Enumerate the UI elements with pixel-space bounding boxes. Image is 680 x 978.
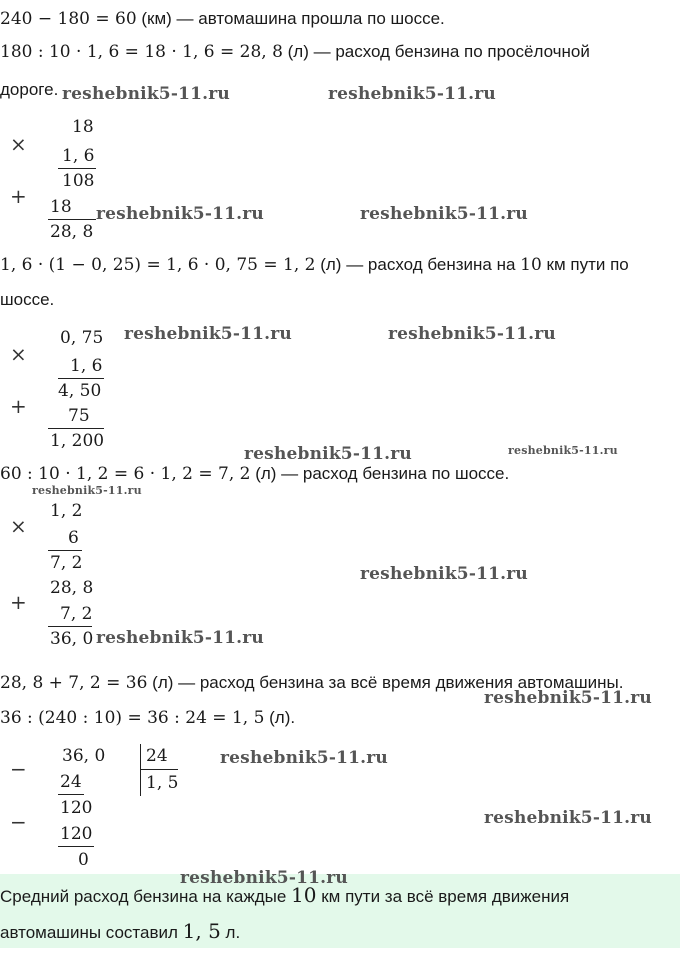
- answer-text-2: км пути за всё время движения: [316, 887, 570, 906]
- line-6: [0, 463, 509, 485]
- division-quotient-rule: [140, 769, 178, 770]
- watermark: reshebnik5-11.ru: [62, 84, 230, 104]
- calc3-times-sign: ×: [10, 514, 27, 538]
- watermark: reshebnik5-11.ru: [96, 628, 264, 648]
- division-minus-sign-2: −: [10, 810, 27, 834]
- watermark: reshebnik5-11.ru: [360, 204, 528, 224]
- line-4-text: (л) — расход бензина на: [315, 255, 521, 274]
- answer-text-1: Средний расход бензина на каждые: [0, 887, 292, 906]
- answer-line-2: [0, 920, 240, 944]
- calc3-rule-2: [48, 626, 92, 627]
- line-5-text: шоссе.: [0, 290, 55, 309]
- line-1-math: 240 − 180 = 60: [0, 9, 137, 29]
- watermark: reshebnik5-11.ru: [180, 868, 348, 888]
- calc3-addend-b: 7, 2: [60, 604, 93, 624]
- division-rule-1: [58, 794, 84, 795]
- watermark: reshebnik5-11.ru: [124, 324, 292, 344]
- line-4-math-2: 10: [520, 255, 542, 275]
- division-remainder-2: 0: [78, 850, 89, 870]
- line-6-text: (л) — расход бензина по шоссе.: [250, 464, 510, 483]
- calc2-factor-a: 0, 75: [60, 328, 104, 348]
- watermark: reshebnik5-11.ru: [508, 444, 618, 457]
- calc2-times-sign: ×: [10, 342, 27, 366]
- line-2-math: 180 : 10 · 1, 6 = 18 · 1, 6 = 28, 8: [0, 42, 283, 62]
- division-divisor: 24: [146, 746, 168, 766]
- line-3: [0, 79, 58, 101]
- calc3-factor-a: 1, 2: [50, 501, 83, 521]
- calc3-result: 36, 0: [50, 629, 94, 649]
- division-remainder-1: 120: [60, 798, 93, 818]
- watermark: reshebnik5-11.ru: [484, 688, 652, 708]
- line-1-text: (км) — автомашина прошла по шоссе.: [136, 9, 445, 28]
- calc3-factor-b: 6: [68, 528, 79, 548]
- division-dividend: 36, 0: [62, 746, 106, 766]
- calc1-plus-sign: +: [10, 184, 27, 208]
- line-3-text: дороге.: [0, 80, 59, 99]
- calc2-partial-1: 4, 50: [58, 381, 102, 401]
- calc2-result: 1, 200: [50, 431, 105, 451]
- calc2-rule-2: [48, 428, 104, 429]
- division-vertical-bar: [140, 744, 141, 796]
- watermark: reshebnik5-11.ru: [328, 84, 496, 104]
- calc1-factor-a: 18: [72, 117, 94, 137]
- calc1-result: 28, 8: [50, 222, 94, 242]
- line-1: [0, 8, 445, 30]
- calc1-rule-2: [48, 219, 96, 220]
- answer-text-3: автомашины составил: [0, 923, 183, 942]
- calc1-rule-1: [58, 168, 96, 169]
- line-8: [0, 707, 295, 729]
- calc1-times-sign: ×: [10, 132, 27, 156]
- line-5: [0, 289, 54, 311]
- answer-number: 10: [291, 883, 317, 907]
- division-quotient: 1, 5: [146, 773, 179, 793]
- calc1-partial-2: 18: [50, 197, 72, 217]
- calc3-product: 7, 2: [50, 553, 83, 573]
- watermark: reshebnik5-11.ru: [360, 564, 528, 584]
- watermark: reshebnik5-11.ru: [388, 324, 556, 344]
- watermark: reshebnik5-11.ru: [96, 204, 264, 224]
- calc2-partial-2: 75: [68, 406, 90, 426]
- calc2-rule-1: [58, 378, 104, 379]
- line-8-text: (л).: [264, 708, 296, 727]
- watermark: reshebnik5-11.ru: [32, 484, 142, 497]
- watermark: reshebnik5-11.ru: [220, 748, 388, 768]
- calc1-partial-1: 108: [62, 171, 95, 191]
- watermark: reshebnik5-11.ru: [484, 808, 652, 828]
- answer-text-4: л.: [220, 923, 241, 942]
- calc2-plus-sign: +: [10, 394, 27, 418]
- line-8-math: 36 : (240 : 10) = 36 : 24 = 1, 5: [0, 708, 265, 728]
- division-minus-sign-1: −: [10, 757, 27, 781]
- line-2-text: (л) — расход бензина по просёлочной: [282, 42, 590, 61]
- answer-value: 1, 5: [182, 919, 221, 943]
- line-4-math: 1, 6 · (1 − 0, 25) = 1, 6 · 0, 75 = 1, 2: [0, 255, 316, 275]
- calc3-addend-a: 28, 8: [50, 578, 94, 598]
- division-subtrahend-2: 120: [60, 824, 93, 844]
- calc2-factor-b: 1, 6: [70, 356, 103, 376]
- line-4: [0, 254, 629, 276]
- watermark: reshebnik5-11.ru: [244, 444, 412, 464]
- division-rule-2: [58, 846, 94, 847]
- line-7-math: 28, 8 + 7, 2 = 36: [0, 673, 148, 693]
- line-2: [0, 41, 590, 63]
- division-subtrahend-1: 24: [60, 772, 82, 792]
- line-6-math: 60 : 10 · 1, 2 = 6 · 1, 2 = 7, 2: [0, 464, 251, 484]
- calc1-factor-b: 1, 6: [62, 146, 95, 166]
- line-7-text: (л) — расход бензина за всё время движения автомашины.: [147, 673, 624, 692]
- calc3-plus-sign: +: [10, 590, 27, 614]
- calc3-rule-1: [48, 550, 82, 551]
- line-4-text-2: км пути по: [541, 255, 629, 274]
